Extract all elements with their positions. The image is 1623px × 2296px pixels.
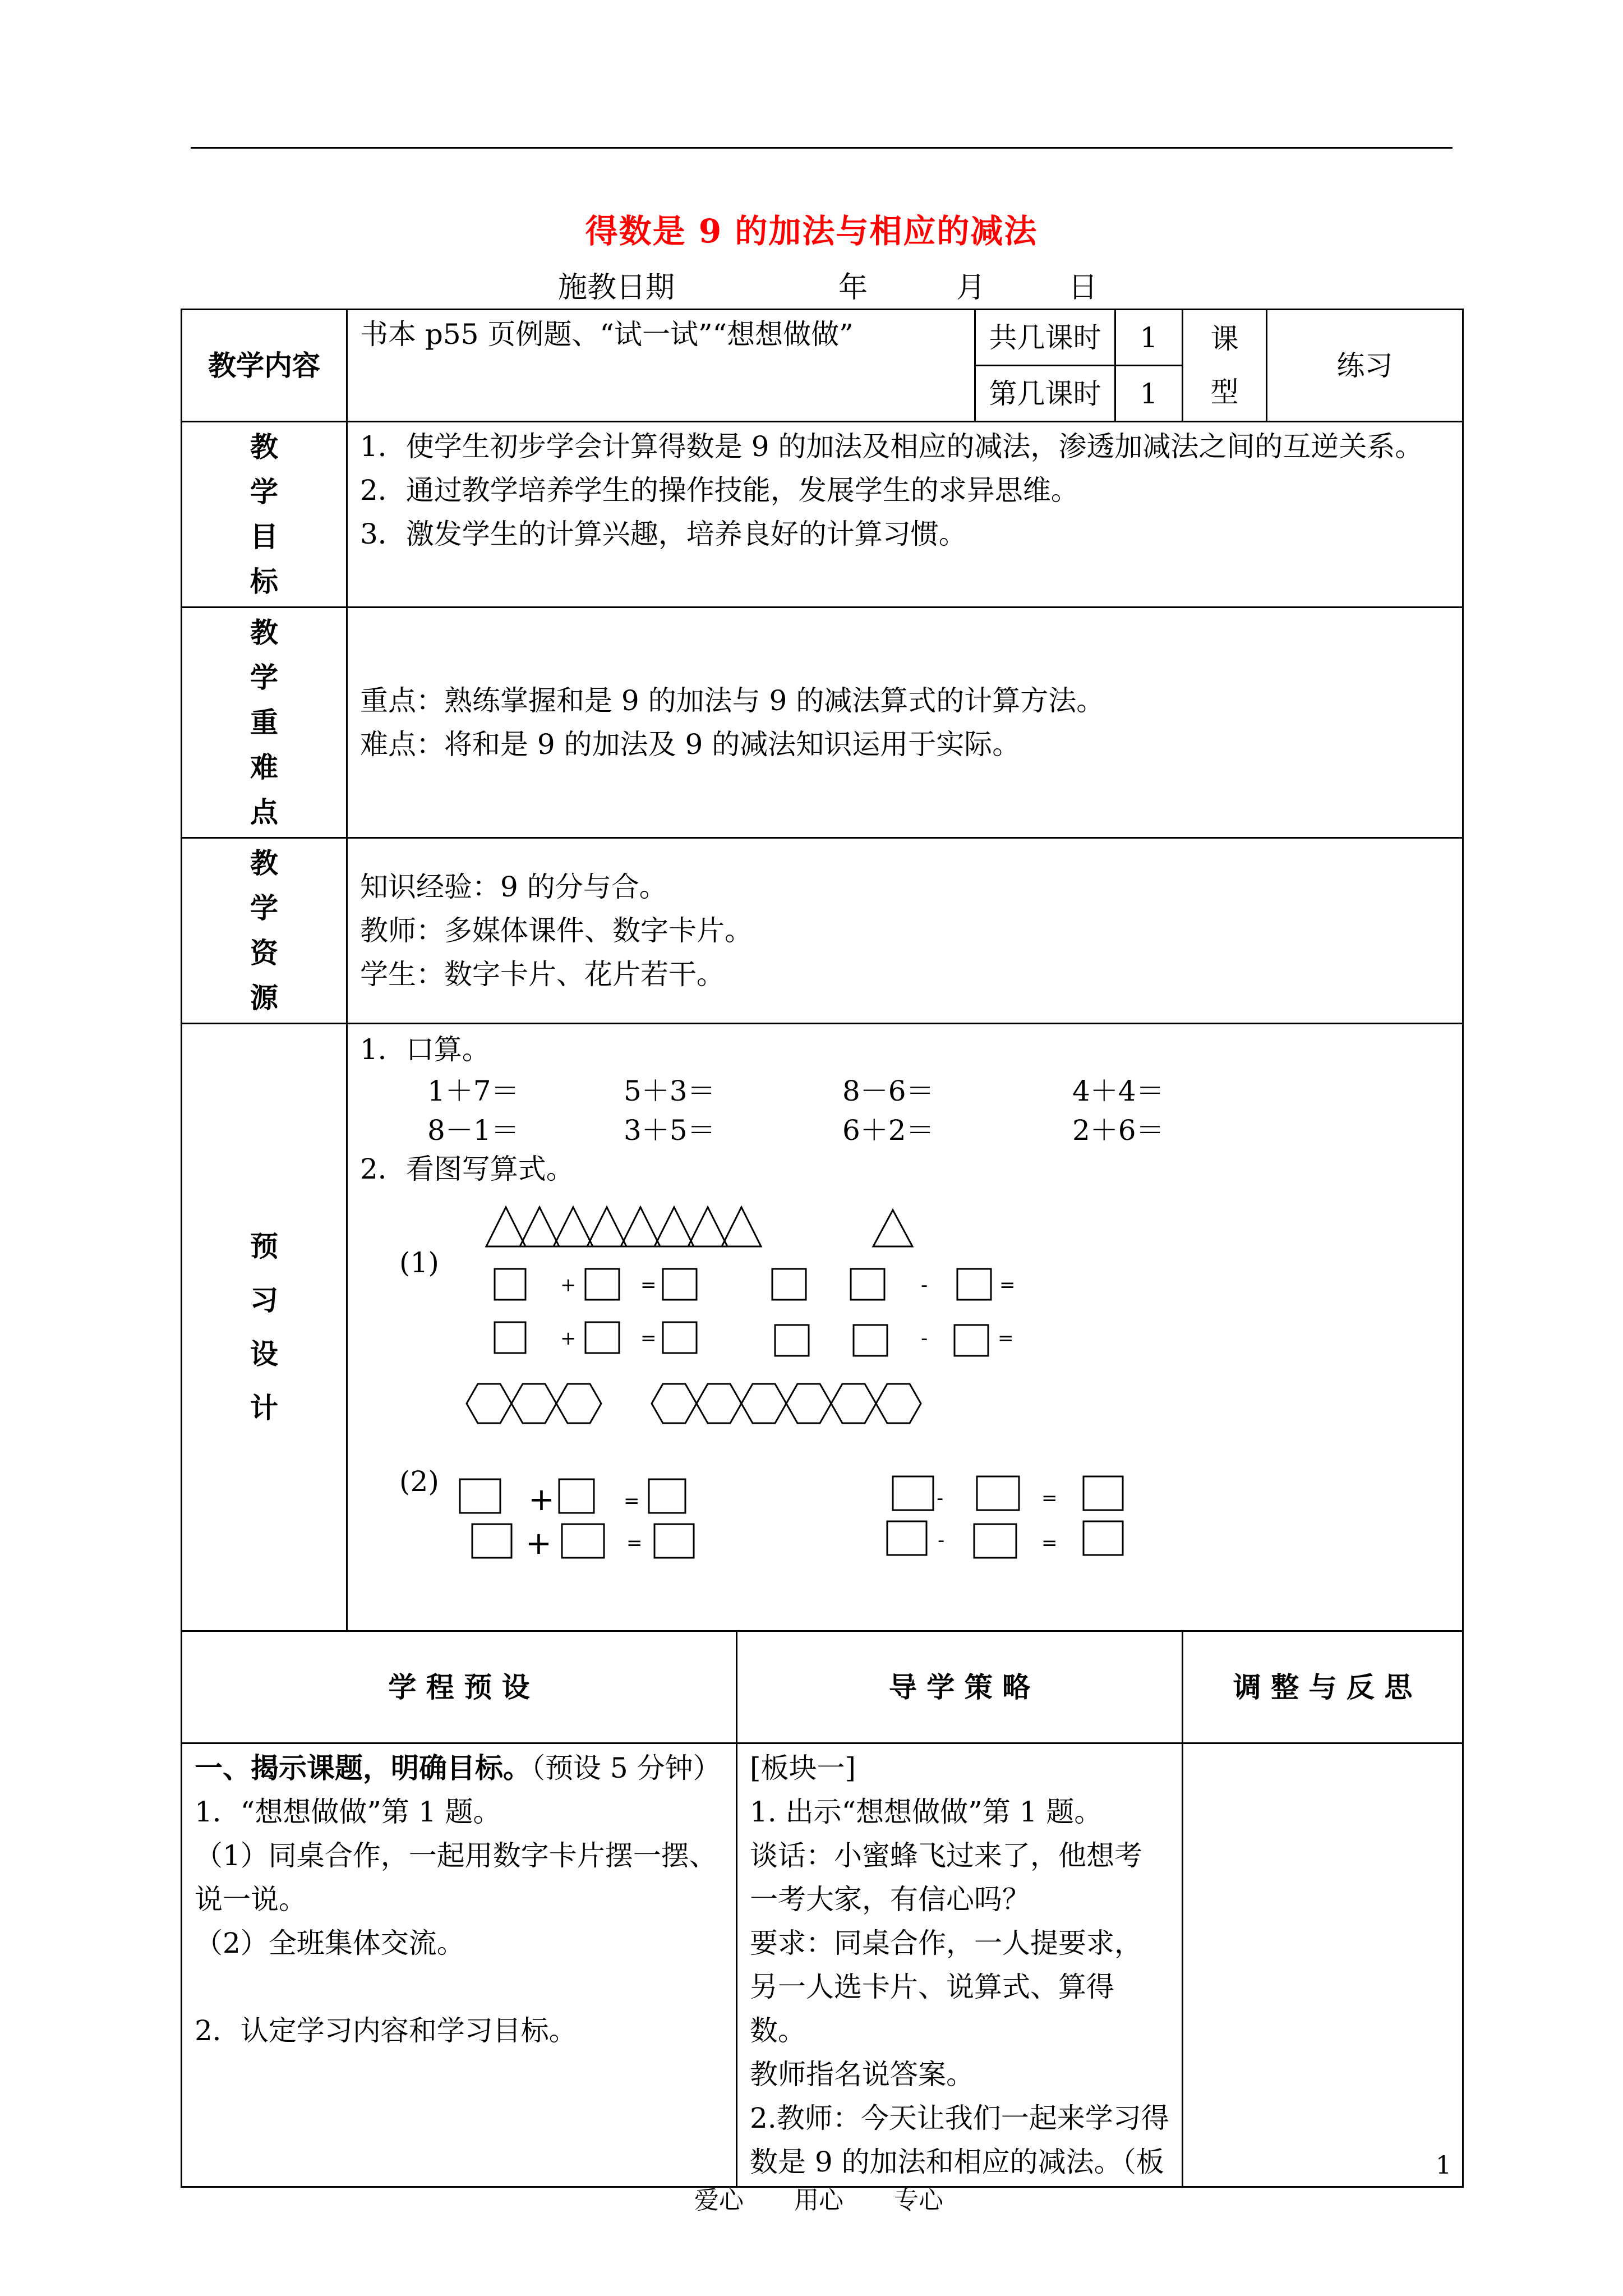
hexagon-shape xyxy=(786,1384,831,1423)
strategy-line: [板块一] xyxy=(750,1752,856,1784)
triangle-shape xyxy=(621,1207,660,1246)
footer-motto xyxy=(679,2151,994,2216)
answer-box xyxy=(775,1325,809,1356)
answer-box xyxy=(955,1325,988,1356)
process-col1-body xyxy=(182,1743,737,2187)
triangle-shape xyxy=(873,1210,912,1246)
answer-box xyxy=(1083,1476,1123,1510)
equals-sign: = xyxy=(999,1274,1016,1296)
process-col3-header: 调 整 与 反 思 xyxy=(1183,1631,1463,1743)
answer-box xyxy=(893,1476,933,1510)
lesson-plan-table xyxy=(181,309,1464,2188)
oral-item: 3＋5＝ xyxy=(624,1114,716,1147)
resources-label: 教 学 资 源 xyxy=(182,838,347,1024)
strategy-line: 2.教师：今天让我们一起来学习得数是 9 的加法和相应的减法。（板 xyxy=(750,2102,1169,2178)
type-label: 课型 xyxy=(1183,310,1267,422)
strategy-line: 谈话：小蜜蜂飞过来了，他想考一考大家，有信心吗？ xyxy=(750,1839,1142,1916)
equals-sign: = xyxy=(1041,1532,1058,1554)
footer-item: 爱心 xyxy=(694,2186,744,2215)
answer-box xyxy=(772,1269,806,1300)
triangle-shape xyxy=(688,1207,727,1246)
hexagon-shape xyxy=(831,1384,876,1423)
oral-row xyxy=(360,1069,1450,1108)
day-label: 日 xyxy=(1068,271,1098,305)
goals-label: 教 学 目 标 xyxy=(182,422,347,608)
key-points-content xyxy=(347,608,1463,838)
plus-sign: + xyxy=(560,1274,577,1296)
footer-item: 用心 xyxy=(794,2186,843,2215)
footer-item: 专心 xyxy=(893,2186,943,2215)
triangle-shape xyxy=(722,1207,761,1246)
plus-sign: + xyxy=(560,1327,577,1350)
plus-sign: + xyxy=(525,1525,552,1562)
goals-content xyxy=(347,422,1463,608)
hexagon-shape xyxy=(741,1384,786,1423)
process-col2-body xyxy=(737,1743,1183,2187)
plus-sign: + xyxy=(528,1481,555,1518)
equals-sign: = xyxy=(626,1532,643,1554)
oral-item: 8－6＝ xyxy=(842,1075,934,1107)
triangle-shape xyxy=(587,1207,626,1246)
oral-item: 5＋3＝ xyxy=(624,1075,716,1107)
process-line: （2）全班集体交流。 xyxy=(195,1927,465,1959)
total-hours-label: 共几课时 xyxy=(975,310,1115,366)
resources-content xyxy=(347,838,1463,1024)
answer-box xyxy=(559,1479,594,1513)
hexagon-shape xyxy=(652,1384,697,1423)
hexagon-shape xyxy=(556,1384,601,1423)
which-hour-value: 1 xyxy=(1115,366,1183,422)
figure-drawing xyxy=(360,1190,1482,1628)
process-line: 1．“想想做做”第 1 题。 xyxy=(195,1796,501,1828)
oral-item: 8－1＝ xyxy=(427,1114,519,1147)
answer-box xyxy=(851,1269,884,1300)
equals-sign: = xyxy=(1041,1487,1058,1510)
type-value: 练习 xyxy=(1267,310,1463,422)
triangle-shape xyxy=(486,1207,525,1246)
hexagon-shape xyxy=(697,1384,741,1423)
strategy-line: 教师指名说答案。 xyxy=(750,2058,974,2091)
process-line: 2．认定学习内容和学习目标。 xyxy=(195,2014,577,2047)
answer-box xyxy=(585,1269,619,1300)
content-text: 书本 p55 页例题、“试一试”“想想做做” xyxy=(347,310,975,422)
section-heading-note: （预设 5 分钟） xyxy=(531,1752,721,1784)
equals-sign: = xyxy=(640,1274,657,1296)
header-rule xyxy=(191,147,1453,149)
key-point-item: 重点：熟练掌握和是 9 的加法与 9 的减法算式的计算方法。 xyxy=(360,684,1105,717)
hexagon-group-right xyxy=(652,1384,921,1423)
triangle-shape xyxy=(554,1207,593,1246)
process-col1-header: 学 程 预 设 xyxy=(182,1631,737,1743)
process-col3-body xyxy=(1183,1743,1463,2187)
equals-sign: = xyxy=(998,1327,1014,1350)
triangle-shape xyxy=(520,1207,559,1246)
minus-sign: - xyxy=(938,1529,945,1552)
month-label: 月 xyxy=(956,271,986,305)
picture-title: 2．看图写算式。 xyxy=(360,1153,574,1185)
answer-box xyxy=(495,1269,525,1300)
figure-2-label: (2) xyxy=(399,1465,439,1498)
equals-sign: = xyxy=(624,1490,640,1512)
answer-box xyxy=(562,1524,604,1558)
total-hours-value: 1 xyxy=(1115,310,1183,366)
which-hour-label: 第几课时 xyxy=(975,366,1115,422)
minus-sign: - xyxy=(921,1327,928,1350)
oral-item: 4＋4＝ xyxy=(1072,1075,1164,1107)
answer-box xyxy=(663,1322,697,1353)
hexagon-shape xyxy=(511,1384,556,1423)
resource-item: 知识经验：9 的分与合。 xyxy=(360,871,667,903)
resource-item: 学生：数字卡片、花片若干。 xyxy=(360,958,725,991)
page-title: 得数是 9 的加法与相应的减法 xyxy=(585,212,1038,250)
resource-item: 教师：多媒体课件、数字卡片。 xyxy=(360,914,753,947)
minus-sign: - xyxy=(921,1274,928,1296)
answer-box xyxy=(663,1269,697,1300)
key-point-item: 难点：将和是 9 的加法及 9 的减法知识运用于实际。 xyxy=(360,728,1021,761)
triangle-group-left xyxy=(486,1207,761,1246)
answer-box xyxy=(1083,1521,1123,1555)
picture-figures xyxy=(360,1190,1450,1628)
goal-item: 1．使学生初步学会计算得数是 9 的加法及相应的减法，渗透加减法之间的互逆关系。 xyxy=(360,430,1423,463)
section-heading: 一、揭示课题，明确目标。 xyxy=(195,1751,531,1784)
answer-box xyxy=(585,1322,619,1353)
equals-sign: = xyxy=(640,1327,657,1350)
strategy-line: 要求：同桌合作，一人提要求，另一人选卡片、说算式、算得数。 xyxy=(750,1927,1142,2047)
goal-item: 3．激发学生的计算兴趣，培养良好的计算习惯。 xyxy=(360,518,967,550)
oral-item: 1＋7＝ xyxy=(427,1075,519,1107)
answer-box xyxy=(887,1521,926,1555)
process-col2-header: 导 学 策 略 xyxy=(737,1631,1183,1743)
goal-item: 2．通过教学培养学生的操作技能，发展学生的求异思维。 xyxy=(360,474,1079,507)
answer-box xyxy=(460,1479,500,1513)
process-line: （1）同桌合作，一起用数字卡片摆一摆、说一说。 xyxy=(195,1839,717,1916)
hexagon-shape xyxy=(876,1384,921,1423)
figure-1-label: (1) xyxy=(399,1246,439,1279)
oral-title: 1．口算。 xyxy=(360,1033,490,1066)
answer-box xyxy=(974,1524,1016,1558)
answer-box xyxy=(854,1325,887,1356)
minus-sign: - xyxy=(937,1487,944,1510)
key-points-label: 教 学 重 难 点 xyxy=(182,608,347,838)
oral-item: 6＋2＝ xyxy=(842,1114,934,1147)
oral-row xyxy=(360,1108,1450,1148)
answer-box xyxy=(495,1322,525,1353)
content-label: 教学内容 xyxy=(182,310,347,422)
hexagon-shape xyxy=(467,1384,511,1423)
preview-content xyxy=(347,1024,1463,1631)
page-number: 1 xyxy=(1436,2151,1451,2180)
date-label: 施教日期 xyxy=(558,271,675,305)
answer-box xyxy=(977,1476,1019,1510)
answer-box xyxy=(649,1479,685,1513)
answer-box xyxy=(957,1269,991,1300)
hexagon-group-left xyxy=(467,1384,601,1423)
triangle-shape xyxy=(654,1207,694,1246)
answer-box xyxy=(472,1524,511,1558)
year-label: 年 xyxy=(838,271,868,305)
process-line xyxy=(195,1965,723,2009)
answer-box xyxy=(654,1524,694,1558)
preview-label: 预 习 设 计 xyxy=(182,1024,347,1631)
oral-item: 2＋6＝ xyxy=(1072,1114,1164,1147)
strategy-line: 1. 出示“想想做做”第 1 题。 xyxy=(750,1796,1103,1828)
